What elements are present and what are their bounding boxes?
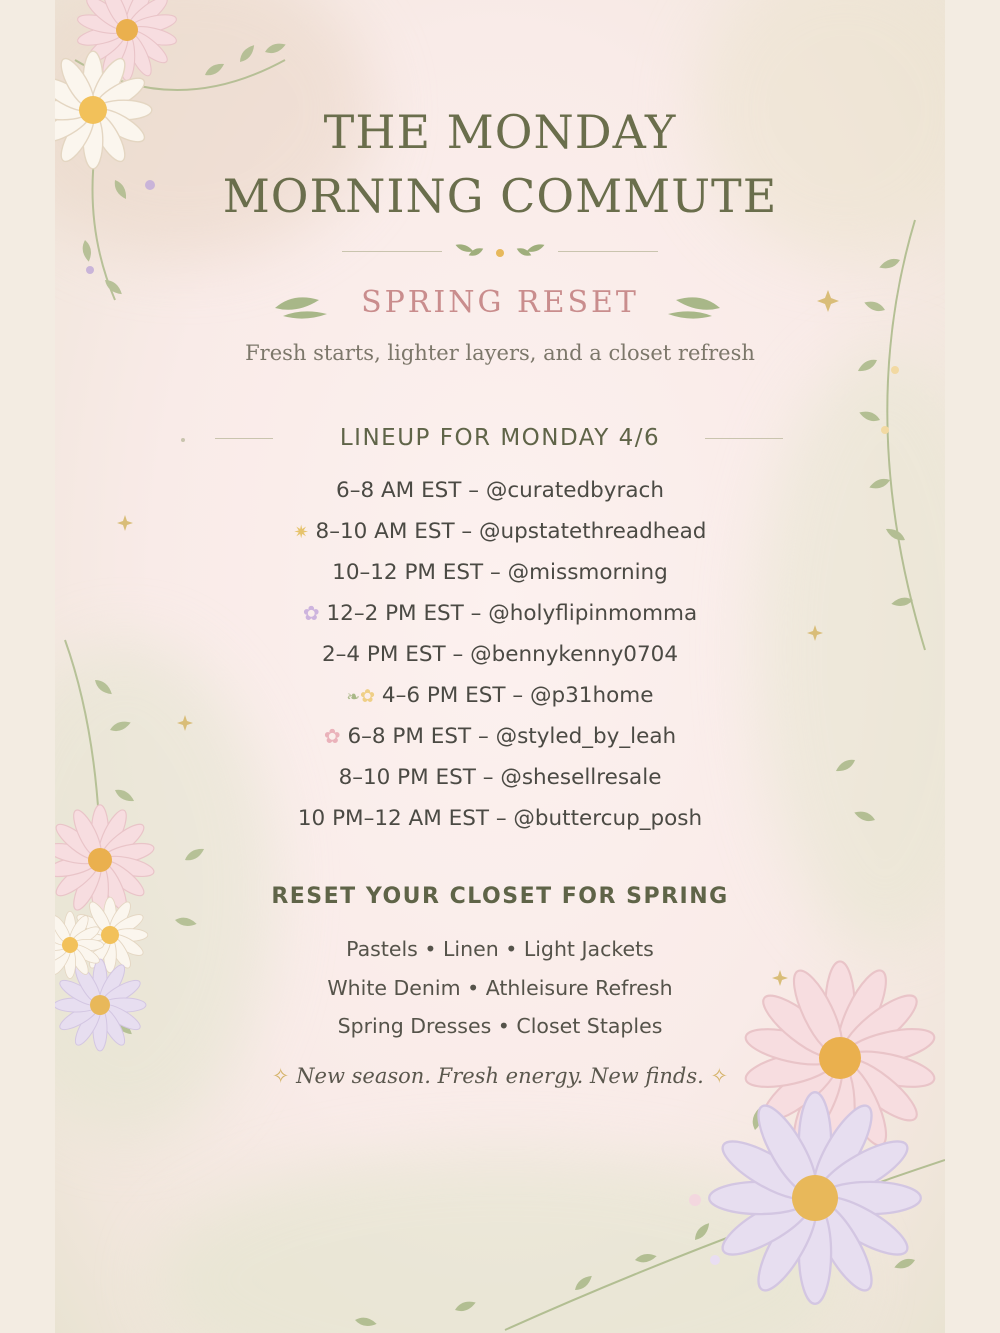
flower-bud-icon: ✿: [302, 601, 320, 625]
subtitle-row: [55, 278, 945, 328]
flyer-card: [55, 0, 945, 1333]
schedule-row: 10 PM–12 AM EST – @buttercup_posh: [297, 806, 703, 831]
closing-text: New season. Fresh energy. New finds.: [296, 1064, 704, 1088]
slot-host: @bennykenny0704: [470, 642, 679, 667]
sparkle-icon: ✧: [271, 1064, 290, 1088]
closing-line: [55, 1064, 945, 1088]
daisy-icon: [709, 1092, 921, 1304]
schedule-row: ✿ 12–2 PM EST – @holyflipinmomma: [302, 601, 698, 626]
closet-item-line: White Denim • Athleisure Refresh: [327, 975, 673, 1000]
lineup-heading: LINEUP FOR MONDAY 4/6: [339, 425, 661, 451]
slot-host: @buttercup_posh: [513, 806, 703, 831]
closet-item-line: Pastels • Linen • Light Jackets: [346, 937, 654, 961]
flower-bud-icon: [689, 1194, 701, 1206]
slot-time: 10 PM–12 AM EST: [297, 806, 489, 831]
slot-host: @missmorning: [507, 560, 668, 585]
flower-bud-icon: [86, 266, 94, 274]
reset-heading: RESET YOUR CLOSET FOR SPRING: [271, 884, 729, 909]
slot-time: 8–10 AM EST: [315, 519, 455, 544]
lineup-heading-row: [55, 418, 945, 458]
page-title: [55, 100, 945, 228]
slot-time: 2–4 PM EST: [321, 642, 446, 667]
slot-host: @styled_by_leah: [495, 724, 677, 749]
slot-time: 6–8 AM EST: [336, 478, 462, 503]
leaf-sprig-icon: [273, 286, 333, 320]
schedule-row: 10–12 PM EST – @missmorning: [332, 560, 668, 585]
tagline: Fresh starts, lighter layers, and a closet refresh: [245, 341, 755, 365]
schedule-row: 6–8 AM EST – @curatedbyrach: [336, 478, 664, 503]
title-line: THE MONDAY: [323, 105, 677, 159]
schedule-row: 8–10 PM EST – @shesellresale: [338, 765, 662, 790]
sparkle-icon: ✷: [293, 522, 309, 543]
schedule-row: ❧✿ 4–6 PM EST – @p31home: [346, 683, 654, 708]
flower-bud-icon: [496, 249, 504, 257]
sparkle-icon: ✧: [710, 1064, 729, 1088]
leaf-sprig-icon: ❧: [346, 687, 360, 706]
leaf-sprig-icon: [450, 238, 550, 264]
slot-time: 4–6 PM EST: [381, 683, 506, 708]
flower-bud-icon: ✿: [359, 686, 376, 707]
flower-bud-icon: ✿: [323, 724, 341, 748]
schedule-row: ✷ 8–10 AM EST – @upstatethreadhead: [293, 519, 707, 544]
closet-items: [55, 930, 945, 1046]
slot-time: 6–8 PM EST: [347, 724, 472, 749]
slot-host: @curatedbyrach: [485, 478, 664, 503]
leaf-sprig-icon: [662, 286, 722, 320]
schedule-row: ✿ 6–8 PM EST – @styled_by_leah: [323, 724, 677, 749]
schedule-list: [55, 470, 945, 839]
slot-time: 8–10 PM EST: [338, 765, 476, 790]
title-divider: [55, 236, 945, 266]
slot-host: @p31home: [529, 683, 654, 708]
subtitle: SPRING RESET: [361, 285, 639, 320]
slot-host: @shesellresale: [500, 765, 662, 790]
slot-host: @upstatethreadhead: [479, 519, 707, 544]
flower-bud-icon: [891, 366, 899, 374]
title-line: MORNING COMMUTE: [222, 169, 778, 223]
slot-time: 12–2 PM EST: [326, 601, 464, 626]
flower-bud-icon: [710, 1255, 720, 1265]
schedule-row: 2–4 PM EST – @bennykenny0704: [321, 642, 679, 667]
slot-host: @holyflipinmomma: [488, 601, 698, 626]
slot-time: 10–12 PM EST: [332, 560, 484, 585]
closet-item-line: Spring Dresses • Closet Staples: [337, 1014, 663, 1038]
